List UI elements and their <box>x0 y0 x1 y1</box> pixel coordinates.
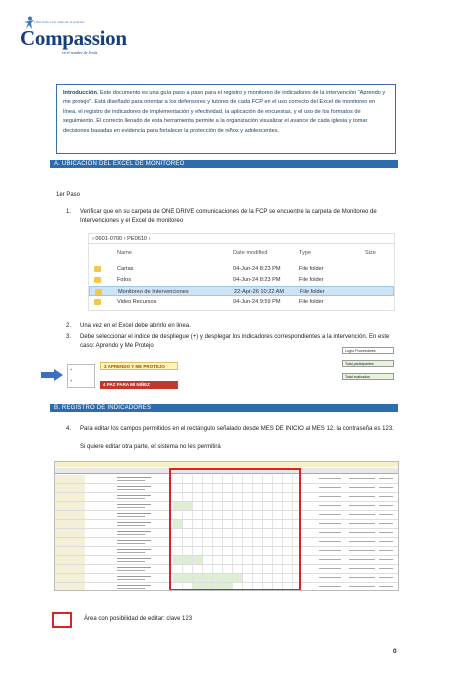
editable-area-outline <box>169 468 301 591</box>
explorer-header <box>89 250 394 260</box>
section-a-heading: A. UBICACIÓN DEL EXCEL DE MONITOREO <box>50 160 398 168</box>
step-1-text: Verificar que en su carpeta de ONE DRIVE comunicaciones de la FCP se encuentre la carpeta de Monitoreo de Intervenciones y el Excel de monitoreo <box>80 209 377 224</box>
explorer-path[interactable]: › 0601-0700 › PE0610 › <box>89 234 394 244</box>
logo-brand: Compassion <box>20 26 127 50</box>
row-name: Fotos <box>117 277 131 283</box>
summary-box: Total evaluados <box>342 373 394 380</box>
option-aprendo-me-protejo[interactable]: 3 APRENDO Y ME PROTEJO <box>100 362 178 370</box>
step-label: 1er Paso <box>56 192 81 198</box>
row-type: File folder <box>299 277 324 283</box>
intro-body: Este documento es una guía paso a paso para el registro y monitoreo de indicadores de la intervención “Aprendo y me protejo”. Está diseñado para orientar a los defensores y tutores de cada FCP en el uso correcto del Excel de monitoreo en línea, el registro de indicadores de implementación y efectividad, la aplicación de encuestas, y el uso de los formatos de seguimiento. El correcto llenado de esta herramienta permite a la organización visualizar el avance de cada iglesia y tomar decisiones basadas en evidencia para fortalecer la protección de niños y adolescentes. <box>63 90 386 134</box>
col-date[interactable]: Date modified <box>233 250 268 256</box>
row-date: 04-Jun-24 8:23 PM <box>233 277 281 283</box>
explorer-row-video[interactable] <box>89 297 394 307</box>
intro-lead: Introducción. <box>63 90 99 96</box>
row-type: File folder <box>299 266 324 272</box>
page-number: 0 <box>393 648 397 655</box>
row-type: File folder <box>299 299 324 305</box>
summary-box: Total participantes <box>342 360 394 367</box>
row-date: 04-Jun-24 8:23 PM <box>233 266 281 272</box>
summary-box: Logro Proveedores <box>342 347 394 354</box>
section-b-heading: B. REGISTRO DE INDICADORES <box>50 404 398 412</box>
explorer-row-monitoreo[interactable] <box>89 286 394 296</box>
folder-icon <box>94 266 101 272</box>
step-2-text: Una vez en el Excel debe abrirlo en linea. <box>80 323 191 329</box>
introduction-box <box>56 84 396 154</box>
row-date: 04-Jun-24 9:59 PM <box>233 299 281 305</box>
row-name: Video Recursos <box>117 299 157 305</box>
step-2-number: 2. <box>66 323 72 329</box>
step-4-number: 4. <box>66 426 72 432</box>
col-name[interactable]: Name <box>117 250 132 256</box>
step-1-number: 1. <box>66 209 72 215</box>
arrow-right-icon <box>41 369 63 381</box>
editable-legend-swatch <box>52 612 72 628</box>
step-4-text: Para editar los campos permitidos en el rectángulo señalado desde MES DE INICIO al MES 12, la contraseña es 123. <box>80 426 394 432</box>
editable-legend-text: Área con posibilidad de editar: clave 123 <box>84 616 193 622</box>
logo-tagline: Liberando a los niños de la pobreza <box>34 20 85 24</box>
row-date: 22-Apr-26 10:22 AM <box>234 289 285 295</box>
row-type: File folder <box>300 289 325 295</box>
option-paz-para-mi-ninez[interactable]: 4 PAZ PARA MI NIÑEZ <box>100 381 178 389</box>
sheet-title-band <box>55 462 398 467</box>
expand-index-box[interactable] <box>67 364 95 388</box>
plus-icon: + <box>70 378 73 383</box>
folder-icon <box>94 277 101 283</box>
spreadsheet-preview <box>54 461 399 591</box>
step-3-text: Debe seleccionar el indice de despliegue (+) y desplegar los indicadores correspondientes a la intervención. En este caso: Aprendo y Me Protejo <box>80 334 390 349</box>
logo-subtitle: en el nombre de Jesús <box>62 50 98 55</box>
row-name: Cartas <box>117 266 134 272</box>
compassion-logo <box>20 14 140 60</box>
plus-icon: + <box>70 367 73 372</box>
folder-icon <box>95 289 102 295</box>
explorer-row-fotos[interactable] <box>89 275 394 285</box>
step-3-number: 3. <box>66 334 72 340</box>
explorer-row-cartas[interactable] <box>89 264 394 274</box>
step-4-note: Si quiere editar otra parte, el sistema no les permitirá <box>80 444 221 450</box>
row-name: Monitoreo de Intervenciones <box>118 289 189 295</box>
summary-boxes <box>342 347 394 386</box>
col-size[interactable]: Size <box>365 250 376 256</box>
file-explorer <box>88 233 395 311</box>
folder-icon <box>94 299 101 305</box>
col-type[interactable]: Type <box>299 250 312 256</box>
